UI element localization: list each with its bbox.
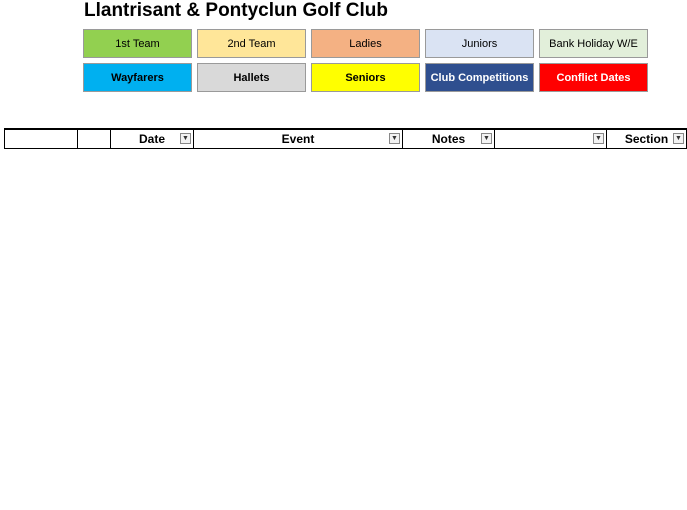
legend-bank-holiday: Bank Holiday W/E — [539, 29, 648, 58]
legend-juniors: Juniors — [425, 29, 534, 58]
header-date[interactable]: Date ▼ — [111, 129, 194, 148]
header-month — [5, 129, 78, 148]
legend — [83, 29, 659, 97]
legend-wayfarers: Wayfarers — [83, 63, 192, 92]
legend-conflict-dates: Conflict Dates — [539, 63, 648, 92]
header-section[interactable]: Section ▼ — [607, 129, 687, 148]
legend-row — [83, 29, 659, 58]
legend-seniors: Seniors — [311, 63, 420, 92]
header-day — [78, 129, 111, 148]
filter-dropdown-icon[interactable]: ▼ — [481, 133, 492, 144]
header-extra[interactable] — [495, 129, 607, 148]
events-table — [4, 128, 687, 149]
legend-club-competitions: Club Competitions — [425, 63, 534, 92]
header-notes[interactable]: Notes ▼ — [403, 129, 495, 148]
header-event[interactable]: Event ▼ — [194, 129, 403, 148]
legend-1st-team: 1st Team — [83, 29, 192, 58]
filter-dropdown-icon[interactable]: ▼ — [180, 133, 191, 144]
filter-dropdown-icon[interactable]: ▼ — [389, 133, 400, 144]
filter-dropdown-icon[interactable]: ▼ — [673, 133, 684, 144]
legend-2nd-team: 2nd Team — [197, 29, 306, 58]
filter-dropdown-icon[interactable]: ▼ — [593, 133, 604, 144]
legend-row — [83, 63, 659, 92]
legend-hallets: Hallets — [197, 63, 306, 92]
table-header-row — [5, 129, 687, 148]
page-title: Llantrisant & Pontyclun Golf Club — [84, 0, 388, 21]
legend-ladies: Ladies — [311, 29, 420, 58]
